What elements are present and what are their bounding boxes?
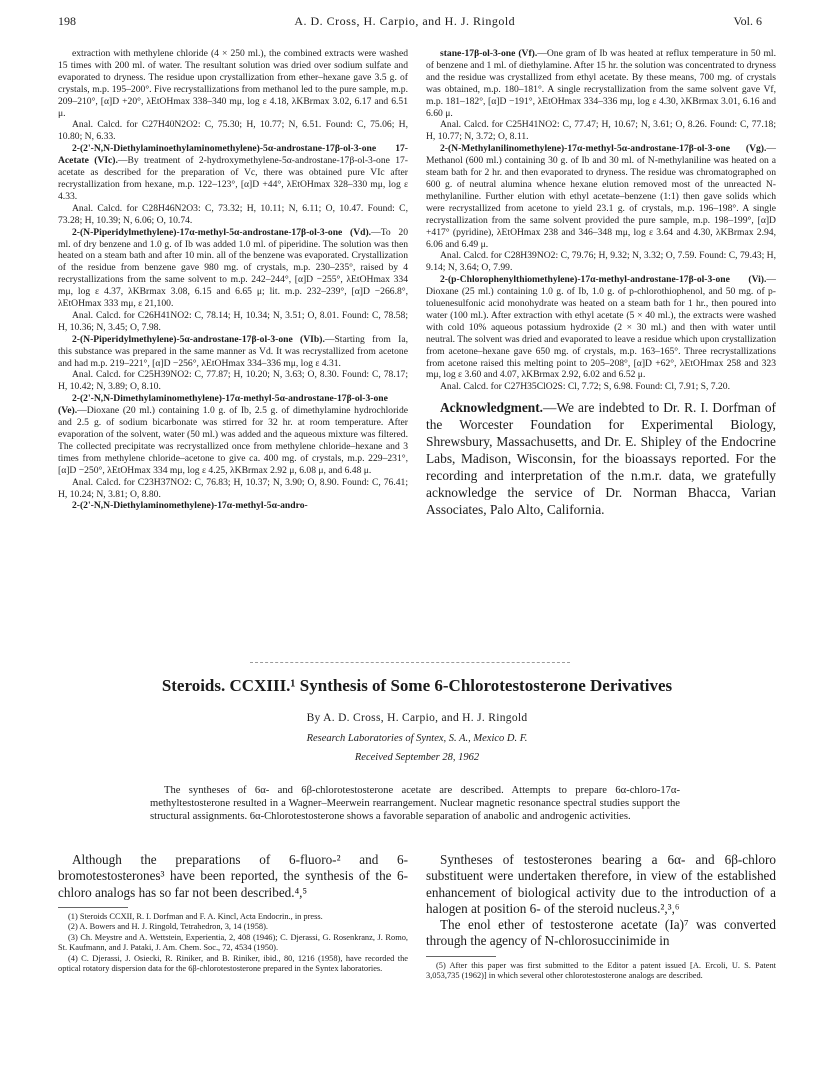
paragraph-text: Anal. Calcd. for C23H37NO2: C, 76.83; H, 10.37; N, 3.90; O, 8.90. Found: C, 76.41; H, 10.24; N, 3.81; O, 8.80. (58, 476, 408, 500)
footnote: (4) C. Djerassi, J. Osiecki, R. Riniker, and B. Riniker, ibid., 80, 1216 (1958), have recorded the optical rotatory dispersion data for the 6β-chlorotestosterone prepared in the Syntex laboratories. (58, 953, 408, 973)
footnotes-left (58, 912, 408, 974)
article-abstract: The syntheses of 6α- and 6β-chlorotestosterone acetate are described. Attempts to prepare 6α-chloro-17α-methyltestosterone resulted in a Wagner–Meerwein rearrangement. Nuclear magnetic resonance spectral studies support the structural assignments. 6α-Chlorotestosterone shows a favorable separation of anabolic and androgenic activities. (150, 785, 680, 822)
body-paragraph-1: Syntheses of testosterones bearing a 6α- and 6β-chloro substituent were undertaken therefore, in view of the established enhancement of biological activity due to the introduction of a halogen at position 6- of the steroid nucleus.²,³,⁶ (426, 852, 776, 916)
compound-heading: 2-(2'-N,N-Diethylaminomethylene)-17α-methyl-5α-andro- (72, 500, 308, 512)
experimental-paragraph (58, 48, 408, 119)
acknowledgment (426, 399, 776, 518)
compound-heading: stane-17β-ol-3-one (Vf). (440, 48, 538, 59)
footnotes-right (426, 961, 776, 982)
page-header (58, 14, 762, 32)
paragraph-text: —One gram of Ib was heated at reflux temperature in 50 ml. of benzene and 1 ml. of diethylamine. After 15 hr. the solution was concentrated to dryness and the residue was crystallized from ethyl acetate. By these means, 700 mg. of crystals was obtained, m.p. 180–181°. A single recrystallization from the same solvent gave Vf, m.p. 181–182°, [α]D −191°, λEtOHmax 334–336 mμ, log ε 4.30, λKBrmax 3.01, 6.16 and 6.60 μ. (426, 48, 776, 119)
compound-heading: 2-(2'-N,N-Dimethylaminomethylene)-17α-methyl-5α-androstane-17β-ol-3-one (Ve). (58, 393, 388, 417)
experimental-paragraph (426, 119, 776, 143)
body-left-column (58, 852, 408, 974)
paragraph-text: —By treatment of 2-hydroxymethylene-5α-androstane-17β-ol-3-one 17-acetate as described for the preparation of Vc, there was obtained pure VIc after recrystallization from hexane, m.p. 122–123°, [α]D +44°, λEtOHmax 328–330 mμ, log ε 4.33. (58, 155, 408, 202)
experimental-paragraph (426, 250, 776, 274)
section-divider (250, 662, 570, 663)
left-column-top (58, 48, 408, 512)
compound-heading: 2-(p-Chlorophenylthiomethylene)-17α-methyl-androstane-17β-ol-3-one (Vi). (440, 274, 767, 286)
body-right-column (426, 852, 776, 982)
paragraph-text: —To 20 ml. of dry benzene and 1.0 g. of Ib was added 1.0 ml. of piperidine. The solution was then heated on a steam bath and after 10 min. all of the benzene was evaporated. Crystallization of the residue from benzene gave 980 mg. of crystals, m.p. 230–235°, raised by 4 recrystallizations from the same solvent to m.p. 242–244°, [α]D −255°, λEtOHmax 334 mμ, log ε 4.37, λKBrmax 3.08, 6.15 and 6.65 μ; lit. m.p. 232–239°, [α]D −266.8°, λEtOHmax 333 mμ, ε 21,100. (58, 226, 408, 310)
experimental-paragraph (58, 143, 408, 203)
volume-label: Vol. 6 (733, 14, 762, 28)
experimental-paragraph (58, 310, 408, 334)
footnote-rule (426, 956, 496, 957)
experimental-paragraph (58, 500, 408, 512)
footnote: (2) A. Bowers and H. J. Ringold, Tetrahedron, 3, 14 (1958). (68, 922, 268, 932)
experimental-paragraph (58, 393, 408, 476)
paragraph-text: Anal. Calcd. for C28H46N2O3: C, 73.32; H, 10.11; N, 6.11; O, 10.47. Found: C, 73.28; H, 10.39; N, 6.06; O, 10.74. (58, 202, 408, 226)
experimental-paragraph (426, 143, 776, 250)
experimental-paragraph (58, 227, 408, 310)
paragraph-text: Anal. Calcd. for C25H39NO2: C, 77.87; H, 10.20; N, 3.63; O, 8.30. Found: C, 78.17; H, 10.42; N, 3.89; O, 8.10. (58, 369, 408, 393)
paragraph-text: Anal. Calcd. for C28H39NO2: C, 79.76; H, 9.32; N, 3.32; O, 7.59. Found: C, 79.43; H, 9.14; N, 3.64; O, 7.99. (426, 250, 776, 274)
acknowledgment-label: Acknowledgment. (440, 400, 544, 416)
footnote: (3) Ch. Meystre and A. Wettstein, Experientia, 2, 408 (1946); C. Djerassi, G. Rosenkranz, J. Romo, St. Kaufmann, and J. Pataki, J. Am. Chem. Soc., 72, 4534 (1950). (58, 932, 408, 953)
paragraph-text: —Dioxane (20 ml.) containing 1.0 g. of Ib, 2.5 g. of dimethylamine hydrochloride and 2.5 g. of sodium bicarbonate was stirred for 32 hr. at room temperature. After evaporation of the solvent, water (50 ml.) was added and the aqueous mixture was filtered. The collected precipitate was recrystallized once from methylene chloride–hexane and 3 times from methylene chloride–acetone to give ca. 400 mg. of crystals, m.p. 229–231°, [α]D −250°, λEtOHmax 334 mμ, log ε 4.25, λKBrmax 2.92 μ, 6.08 μ, and 6.48 μ. (58, 405, 408, 476)
article-title: Steroids. CCXIII.¹ Synthesis of Some 6-Chlorotestosterone Derivatives (161, 676, 673, 695)
body-paragraph-2: The enol ether of testosterone acetate (Ia)⁷ was converted through the agency of N-chlorosuccinimide in (426, 917, 776, 949)
paragraph-text: —Methanol (600 ml.) containing 30 g. of Ib and 30 ml. of N-methylaniline was heated on a steam bath for 2 hr. and then evaporated to dryness. The residue was chromatographed on 600 g. of neutral alumina whence hexane elution removed most of the unreacted N-methylaniline. Further elution with ethyl acetate–benzene (1:1) then gave solids which were recrystallized from acetone to yield 23.1 g. of crystals, m.p. 196–198°. A single recrystallization from the same solvent provided the pure sample, m.p. 198–199°, [α]D +417° (pyridine), λEtOHmax 238 and 346–348 mμ, log ε 3.64 and 4.30, λKBrmax 2.94, 6.06 and 6.49 μ. (426, 143, 776, 250)
received-date: Received September 28, 1962 (354, 752, 480, 763)
experimental-paragraph (58, 119, 408, 143)
paragraph-text: —Dioxane (25 ml.) containing 1.0 g. of Ib, 1.0 g. of p-chlorothiophenol, and 50 mg. of p-toluenesulfonic acid monohydrate was heated on a steam bath for 1 hr., then poured into water (100 ml.). After extraction with ethyl acetate (5 × 40 ml.), the extracts were washed with cold 10% aqueous potassium hydroxide (2 × 30 ml.) and then with water until neutral. The solvent was dried and evaporated to leave a residue which upon crystallization from acetone–hexane gave 650 mg. of crystals, m.p. 163–165°. Three recrystallizations from acetone raised this melting point to 205–208°, [α]D +62°, λEtOHmax 258 and 323 mμ, log ε 3.60 and 4.07, λKBrmax 2.92, 6.02 and 6.52 μ. (426, 274, 776, 381)
paragraph-text: —Starting from Ia, this substance was prepared in the same manner as Vd. It was recrystallized from acetone and had m.p. 219–221°, [α]D −256°, λEtOHmax 334–336 mμ, log ε 4.31. (58, 333, 408, 369)
compound-heading: 2-(2'-N,N-Diethylaminoethylaminomethylene)-5α-androstane-17β-ol-3-one 17-Acetate (VIc). (58, 143, 408, 167)
experimental-paragraph (58, 369, 408, 393)
experimental-paragraph (58, 334, 408, 370)
experimental-paragraph (58, 203, 408, 227)
experimental-paragraph (426, 381, 776, 393)
paragraph-text: Anal. Calcd. for C25H41NO2: C, 77.47; H, 10.67; N, 3.61; O, 8.26. Found: C, 77.18; H, 10.77; N, 3.72; O, 8.11. (426, 119, 776, 143)
right-column-top (426, 48, 776, 518)
running-title: A. D. Cross, H. Carpio, and H. J. Ringold (294, 14, 516, 28)
experimental-paragraph (426, 48, 776, 119)
compound-heading: 2-(N-Piperidylmethylene)-5α-androstane-17β-ol-3-one (VIb). (72, 333, 325, 345)
intro-paragraph: Although the preparations of 6-fluoro-² and 6-bromotestosterones³ have been reported, the synthesis of the 6-chloro analogs has so far not been described.⁴,⁵ (58, 852, 408, 900)
acknowledgment-text: —We are indebted to Dr. R. I. Dorfman of the Worcester Foundation for Experimental Biology, Shrewsbury, Massachusetts, and Dr. E. Shipley of the Endocrine Labs, Madison, Wisconsin, for the bioassays reported. For the recording and interpretation of the n.m.r. data, we gratefully acknowledge the service of Dr. Norman Bhacca, Varian Associates, Palo Alto, California. (426, 400, 776, 518)
footnote-rule (58, 907, 128, 908)
footnote: (1) Steroids CCXII, R. I. Dorfman and F. A. Kincl, Acta Endocrin., in press. (68, 911, 323, 921)
article-authors: By A. D. Cross, H. Carpio, and H. J. Ringold (306, 712, 528, 724)
compound-heading: 2-(N-Piperidylmethylene)-17α-methyl-5α-androstane-17β-ol-3-one (Vd). (72, 226, 372, 238)
right-paragraphs (426, 48, 776, 393)
paragraph-text: extraction with methylene chloride (4 × 250 ml.), the combined extracts were washed 15 times with 200 ml. of water. The resultant solution was dried over sodium sulfate and evaporated to dryness. The residue upon crystallization from ether–hexane gave 3.5 g. of crystals, m.p. 195–200°. Five recrystallizations from methanol led to the pure sample, m.p. 209–210°, [α]D +20°, λEtOHmax 338–340 mμ, log ε 4.18, λKBrmax 3.02, 6.17 and 6.51 μ. (58, 48, 408, 119)
paragraph-text: Anal. Calcd. for C27H40N2O2: C, 75.30; H, 10.77; N, 6.51. Found: C, 75.06; H, 10.80; N, 6.33. (58, 119, 408, 143)
footnote: (5) After this paper was first submitted to the Editor a patent issued [A. Ercoli, U. S. Patent 3,053,735 (1962)] in which several other chlorotestosterone analogs are described. (426, 960, 776, 981)
paragraph-text: Anal. Calcd. for C27H35ClO2S: Cl, 7.72; S, 6.98. Found: Cl, 7.91; S, 7.20. (440, 381, 730, 393)
paragraph-text: Anal. Calcd. for C26H41NO2: C, 78.14; H, 10.34; N, 3.51; O, 8.01. Found: C, 78.58; H, 10.36; N, 3.45; O, 7.98. (58, 309, 408, 333)
compound-heading: 2-(N-Methylanilinomethylene)-17α-methyl-5α-androstane-17β-ol-3-one (Vg). (440, 143, 767, 155)
article-affiliation: Research Laboratories of Syntex, S. A., Mexico D. F. (306, 733, 528, 744)
experimental-paragraph (426, 274, 776, 381)
page-number: 198 (58, 14, 76, 28)
experimental-paragraph (58, 477, 408, 501)
